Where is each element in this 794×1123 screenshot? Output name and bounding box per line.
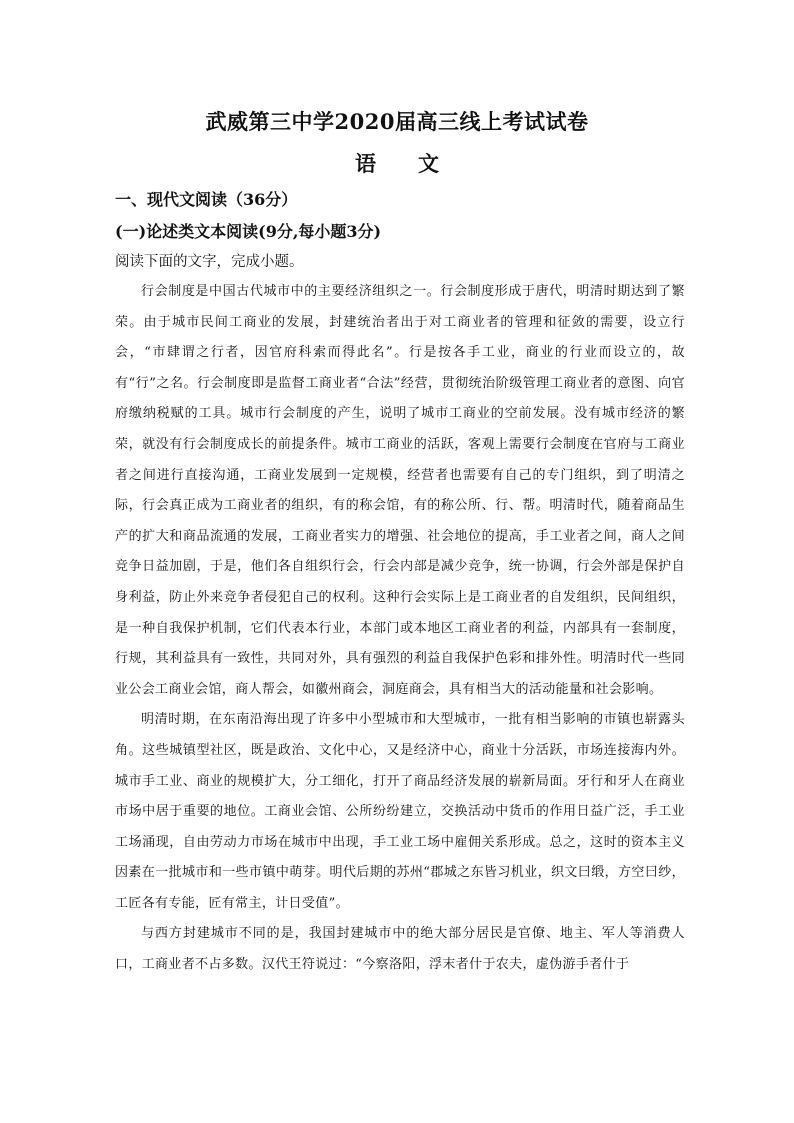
reading-instruction: 阅读下面的文字，完成小题。 — [115, 254, 304, 270]
section-heading-modern-reading: 一、现代文阅读（36分） — [115, 190, 298, 209]
reading-passage — [115, 277, 685, 981]
passage-paragraph: 明清时期，在东南沿海出现了许多中小型城市和大型城市，一批有相当影响的市镇也崭露头角。这些城镇型社区，既是政治、文化中心，又是经济中心，商业十分活跃，市场连接海内外。城市手工业、商业的规模扩大，分工细化，打开了商品经济发展的崭新局面。牙行和牙人在商业市场中居于重要的地位。工商业会馆、公所纷纷建立，交换活动中货币的作用日益广泛，手工业工场涌现，自由劳动力市场在城市中出现，手工业工场中雇佣关系形成。总之，这时的资本主义因素在一批城市和一些市镇中萌芽。明代后期的苏州“郡城之东皆习机业，织文曰缎，方空曰纱，工匠各有专能，匠有常主，计日受值”。 — [115, 712, 685, 911]
exam-title: 武威第三中学2020届高三线上考试试卷 — [205, 109, 589, 134]
subject-heading — [0, 148, 794, 178]
passage-paragraph: 与西方封建城市不同的是，我国封建城市中的绝大部分居民是官僚、地主、军人等消费人口，工商业者不占多数。汉代王符说过：“今察洛阳，浮末者什于农夫，虚伪游手者什于 — [115, 926, 685, 973]
subject-char-2: 文 — [418, 151, 439, 176]
subject-char-1: 语 — [355, 151, 376, 176]
passage-paragraph: 行会制度是中国古代城市中的主要经济组织之一。行会制度形成于唐代，明清时期达到了繁荣。由于城市民间工商业的发展，封建统治者出于对工商业者的管理和征敛的需要，设立行会，“市肆谓之行者，因官府科索而得此名”。行是按各手工业，商业的行业而设立的，故有“行”之名。行会制度即是监督工商业者“合法”经营，贯彻统治阶级管理工商业者的意图、向官府缴纳税赋的工具。城市行会制度的产生，说明了城市工商业的空前发展。没有城市经济的繁荣，就没有行会制度成长的前提条件。城市工商业的活跃，客观上需要行会制度在官府与工商业者之间进行直接沟通，工商业发展到一定规模，经营者也需要有自己的专门组织，到了明清之际，行会真正成为工商业者的组织，有的称会馆，有的称公所、行、帮。明清时代，随着商品生产的扩大和商品流通的发展，工商业者实力的增强、社会地位的提高，手工业者之间，商人之间竞争日益加剧，于是，他们各自组织行会，行会内部是减少竞争，统一协调，行会外部是保护自身利益，防止外来竞争者侵犯自己的权利。这种行会实际上是工商业者的自发组织，民间组织，是一种自我保护机制，它们代表本行业，本部门或本地区工商业者的利益，内部具有一套制度，行规，其利益具有一致性，共同对外，具有强烈的利益自我保护色彩和排外性。明清时代一些同业公会工商业会馆，商人帮会，如徽州商会，洞庭商会，具有相当大的活动能量和社会影响。 — [115, 284, 685, 697]
subsection-heading-argumentative: (一)论述类文本阅读(9分,每小题3分) — [115, 222, 382, 241]
